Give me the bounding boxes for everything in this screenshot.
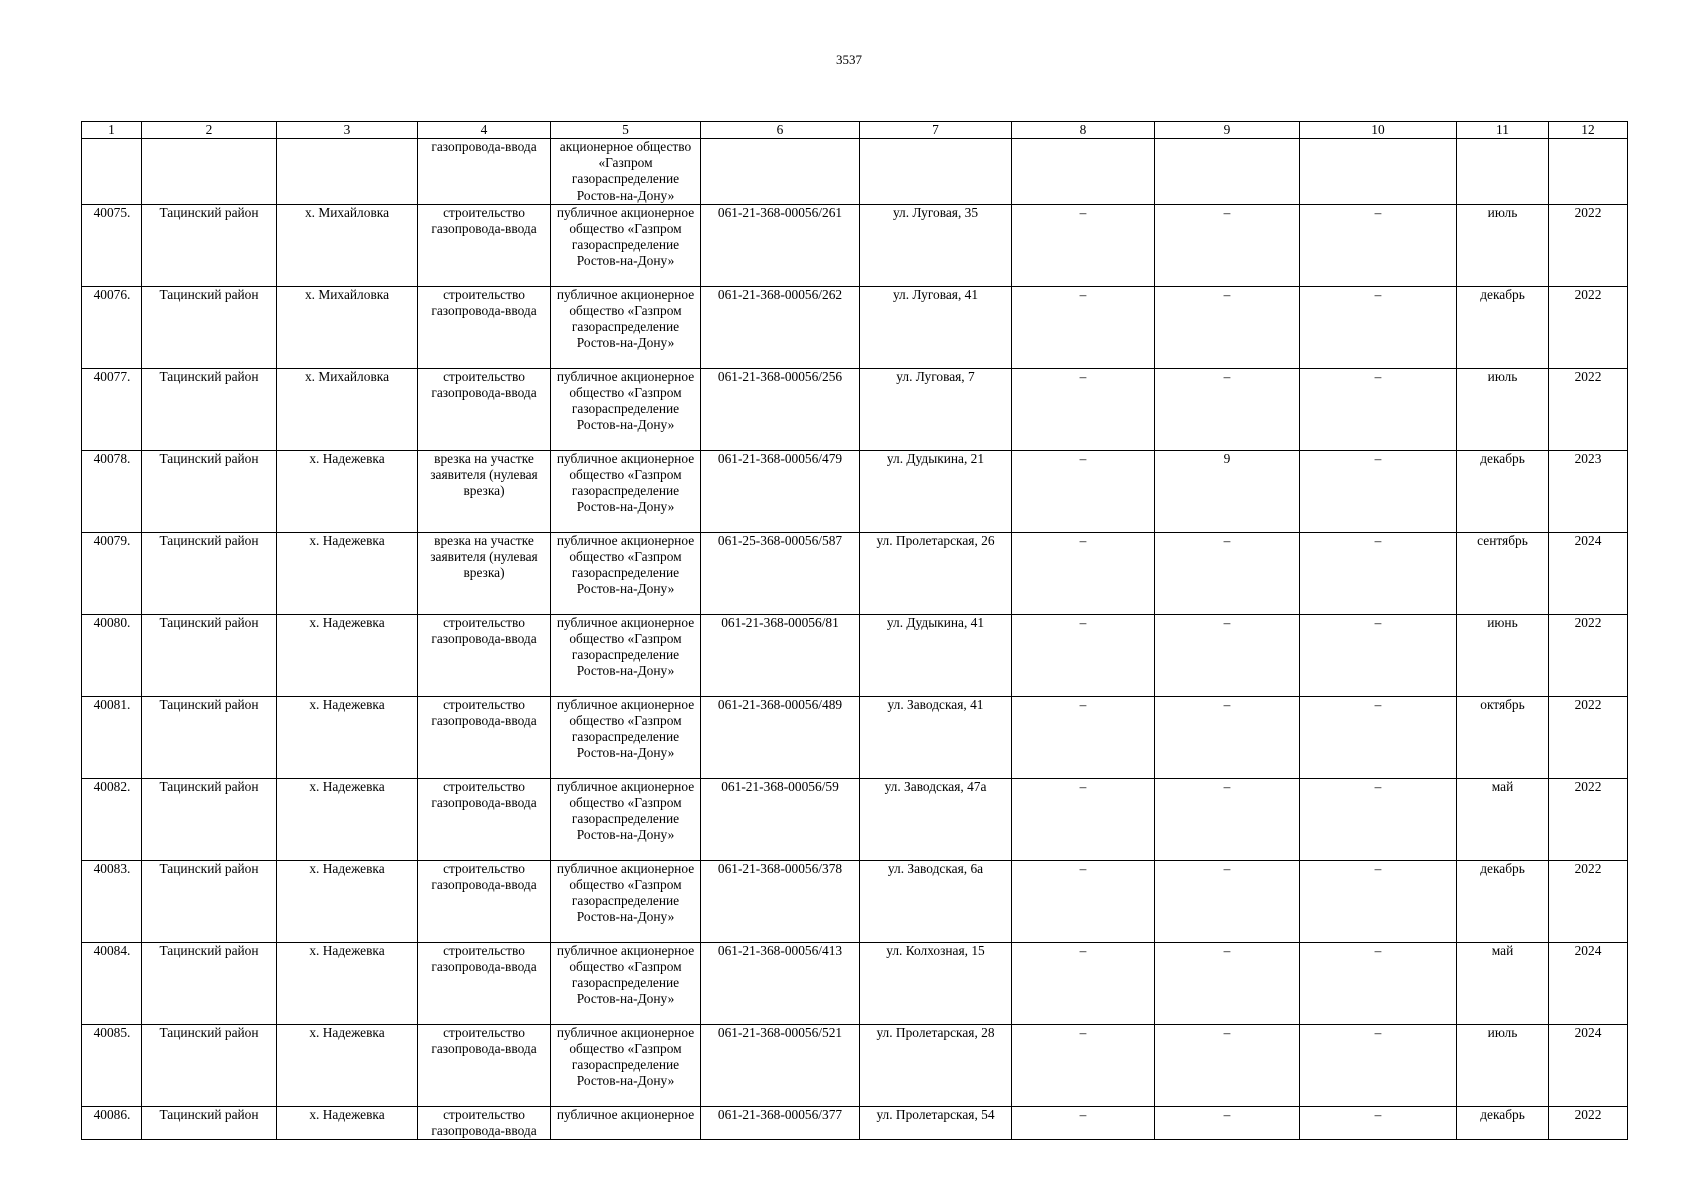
year-cell: 2022: [1549, 204, 1628, 286]
col-10-value-cell: –: [1300, 942, 1457, 1024]
operator-cell: публичное акционерное общество «Газпром газораспределение Ростов-на-Дону»: [551, 450, 701, 532]
col-10-value-cell: –: [1300, 1106, 1457, 1139]
col-8-value-cell: –: [1012, 1106, 1155, 1139]
col-8-value-cell: –: [1012, 450, 1155, 532]
work-type-cell: врезка на участке заявителя (нулевая врезка): [418, 450, 551, 532]
col-10-value-cell: –: [1300, 1024, 1457, 1106]
page-number: 3537: [836, 52, 862, 67]
table-row: [82, 614, 1628, 696]
operator-cell: публичное акционерное общество «Газпром газораспределение Ростов-на-Дону»: [551, 1024, 701, 1106]
column-header: 3: [277, 122, 418, 139]
settlement-cell: х. Надежевка: [277, 614, 418, 696]
request-number-cell: [701, 139, 860, 205]
settlement-cell: [277, 139, 418, 205]
year-cell: 2022: [1549, 696, 1628, 778]
year-cell: 2024: [1549, 532, 1628, 614]
register-table: [81, 121, 1628, 1140]
request-number-cell: 061-21-368-00056/59: [701, 778, 860, 860]
column-header: 5: [551, 122, 701, 139]
settlement-cell: х. Михайловка: [277, 204, 418, 286]
work-type-cell: строительство газопровода-ввода: [418, 860, 551, 942]
col-9-value-cell: –: [1155, 204, 1300, 286]
work-type-cell: строительство газопровода-ввода: [418, 368, 551, 450]
request-number-cell: 061-21-368-00056/81: [701, 614, 860, 696]
settlement-cell: х. Надежевка: [277, 696, 418, 778]
table-body: [82, 139, 1628, 1140]
col-10-value-cell: –: [1300, 778, 1457, 860]
district-cell: Тацинский район: [142, 942, 277, 1024]
table-row: [82, 778, 1628, 860]
col-8-value-cell: –: [1012, 614, 1155, 696]
address-cell: ул. Луговая, 7: [860, 368, 1012, 450]
settlement-cell: х. Надежевка: [277, 450, 418, 532]
col-9-value-cell: [1155, 139, 1300, 205]
address-cell: ул. Пролетарская, 54: [860, 1106, 1012, 1139]
year-cell: 2024: [1549, 942, 1628, 1024]
row-number-cell: 40079.: [82, 532, 142, 614]
settlement-cell: х. Михайловка: [277, 286, 418, 368]
month-cell: июль: [1457, 204, 1549, 286]
col-10-value-cell: –: [1300, 204, 1457, 286]
address-cell: ул. Дудыкина, 41: [860, 614, 1012, 696]
col-9-value-cell: –: [1155, 532, 1300, 614]
operator-cell: публичное акционерное общество «Газпром газораспределение Ростов-на-Дону»: [551, 614, 701, 696]
district-cell: Тацинский район: [142, 1106, 277, 1139]
column-header: 1: [82, 122, 142, 139]
work-type-cell: строительство газопровода-ввода: [418, 778, 551, 860]
table-row: [82, 286, 1628, 368]
year-cell: [1549, 139, 1628, 205]
year-cell: 2022: [1549, 368, 1628, 450]
col-9-value-cell: 9: [1155, 450, 1300, 532]
table-row: [82, 368, 1628, 450]
month-cell: декабрь: [1457, 450, 1549, 532]
district-cell: Тацинский район: [142, 1024, 277, 1106]
column-header: 8: [1012, 122, 1155, 139]
district-cell: Тацинский район: [142, 778, 277, 860]
district-cell: Тацинский район: [142, 204, 277, 286]
address-cell: ул. Пролетарская, 28: [860, 1024, 1012, 1106]
address-cell: ул. Луговая, 35: [860, 204, 1012, 286]
table-row: [82, 1024, 1628, 1106]
address-cell: ул. Колхозная, 15: [860, 942, 1012, 1024]
col-10-value-cell: [1300, 139, 1457, 205]
year-cell: 2022: [1549, 778, 1628, 860]
work-type-cell: строительство газопровода-ввода: [418, 1024, 551, 1106]
work-type-cell: строительство газопровода-ввода: [418, 942, 551, 1024]
request-number-cell: 061-21-368-00056/489: [701, 696, 860, 778]
operator-cell: публичное акционерное общество «Газпром газораспределение Ростов-на-Дону»: [551, 532, 701, 614]
column-header: 6: [701, 122, 860, 139]
work-type-cell: врезка на участке заявителя (нулевая врезка): [418, 532, 551, 614]
address-cell: ул. Заводская, 47а: [860, 778, 1012, 860]
table-row: [82, 696, 1628, 778]
col-8-value-cell: –: [1012, 1024, 1155, 1106]
col-9-value-cell: –: [1155, 942, 1300, 1024]
month-cell: май: [1457, 942, 1549, 1024]
col-8-value-cell: –: [1012, 778, 1155, 860]
district-cell: Тацинский район: [142, 368, 277, 450]
month-cell: декабрь: [1457, 1106, 1549, 1139]
request-number-cell: 061-21-368-00056/479: [701, 450, 860, 532]
district-cell: Тацинский район: [142, 860, 277, 942]
table-row: [82, 860, 1628, 942]
table-row: [82, 532, 1628, 614]
col-8-value-cell: –: [1012, 532, 1155, 614]
settlement-cell: х. Надежевка: [277, 942, 418, 1024]
month-cell: декабрь: [1457, 286, 1549, 368]
column-header: 7: [860, 122, 1012, 139]
row-number-cell: 40078.: [82, 450, 142, 532]
col-9-value-cell: –: [1155, 696, 1300, 778]
address-cell: ул. Заводская, 6а: [860, 860, 1012, 942]
work-type-cell: газопровода-ввода: [418, 139, 551, 205]
operator-cell: публичное акционерное общество «Газпром газораспределение Ростов-на-Дону»: [551, 368, 701, 450]
col-10-value-cell: –: [1300, 532, 1457, 614]
operator-cell: публичное акционерное общество «Газпром газораспределение Ростов-на-Дону»: [551, 860, 701, 942]
col-8-value-cell: –: [1012, 204, 1155, 286]
row-number-cell: 40081.: [82, 696, 142, 778]
month-cell: [1457, 139, 1549, 205]
district-cell: Тацинский район: [142, 532, 277, 614]
district-cell: Тацинский район: [142, 614, 277, 696]
row-number-cell: 40085.: [82, 1024, 142, 1106]
column-header: 4: [418, 122, 551, 139]
operator-cell: публичное акционерное общество «Газпром газораспределение Ростов-на-Дону»: [551, 204, 701, 286]
col-10-value-cell: –: [1300, 286, 1457, 368]
address-cell: [860, 139, 1012, 205]
address-cell: ул. Пролетарская, 26: [860, 532, 1012, 614]
request-number-cell: 061-21-368-00056/256: [701, 368, 860, 450]
row-number-cell: 40083.: [82, 860, 142, 942]
operator-cell: публичное акционерное общество «Газпром газораспределение Ростов-на-Дону»: [551, 778, 701, 860]
col-8-value-cell: –: [1012, 286, 1155, 368]
year-cell: 2022: [1549, 286, 1628, 368]
district-cell: Тацинский район: [142, 696, 277, 778]
col-9-value-cell: –: [1155, 1024, 1300, 1106]
month-cell: октябрь: [1457, 696, 1549, 778]
column-header: 10: [1300, 122, 1457, 139]
address-cell: ул. Луговая, 41: [860, 286, 1012, 368]
work-type-cell: строительство газопровода-ввода: [418, 1106, 551, 1139]
row-number-cell: [82, 139, 142, 205]
row-number-cell: 40077.: [82, 368, 142, 450]
year-cell: 2024: [1549, 1024, 1628, 1106]
month-cell: июль: [1457, 368, 1549, 450]
request-number-cell: 061-21-368-00056/262: [701, 286, 860, 368]
operator-cell: публичное акционерное общество «Газпром газораспределение Ростов-на-Дону»: [551, 286, 701, 368]
table-row: [82, 204, 1628, 286]
col-10-value-cell: –: [1300, 696, 1457, 778]
year-cell: 2022: [1549, 614, 1628, 696]
col-8-value-cell: –: [1012, 696, 1155, 778]
col-9-value-cell: –: [1155, 778, 1300, 860]
request-number-cell: 061-21-368-00056/377: [701, 1106, 860, 1139]
col-10-value-cell: –: [1300, 860, 1457, 942]
col-8-value-cell: –: [1012, 860, 1155, 942]
column-header: 11: [1457, 122, 1549, 139]
col-10-value-cell: –: [1300, 450, 1457, 532]
row-number-cell: 40082.: [82, 778, 142, 860]
col-8-value-cell: –: [1012, 368, 1155, 450]
column-header: 2: [142, 122, 277, 139]
table-row: [82, 942, 1628, 1024]
work-type-cell: строительство газопровода-ввода: [418, 614, 551, 696]
work-type-cell: строительство газопровода-ввода: [418, 696, 551, 778]
col-9-value-cell: –: [1155, 286, 1300, 368]
table-row: [82, 139, 1628, 205]
col-9-value-cell: –: [1155, 368, 1300, 450]
col-9-value-cell: –: [1155, 614, 1300, 696]
month-cell: сентябрь: [1457, 532, 1549, 614]
operator-cell: акционерное общество «Газпром газораспределение Ростов-на-Дону»: [551, 139, 701, 205]
col-8-value-cell: –: [1012, 942, 1155, 1024]
settlement-cell: х. Надежевка: [277, 860, 418, 942]
column-number-header: [82, 122, 1628, 139]
district-cell: [142, 139, 277, 205]
request-number-cell: 061-21-368-00056/261: [701, 204, 860, 286]
settlement-cell: х. Надежевка: [277, 1024, 418, 1106]
col-9-value-cell: –: [1155, 1106, 1300, 1139]
row-number-cell: 40080.: [82, 614, 142, 696]
year-cell: 2022: [1549, 860, 1628, 942]
col-10-value-cell: –: [1300, 368, 1457, 450]
table-row: [82, 1106, 1628, 1139]
request-number-cell: 061-21-368-00056/413: [701, 942, 860, 1024]
settlement-cell: х. Надежевка: [277, 532, 418, 614]
work-type-cell: строительство газопровода-ввода: [418, 204, 551, 286]
year-cell: 2022: [1549, 1106, 1628, 1139]
settlement-cell: х. Михайловка: [277, 368, 418, 450]
request-number-cell: 061-21-368-00056/521: [701, 1024, 860, 1106]
address-cell: ул. Заводская, 41: [860, 696, 1012, 778]
request-number-cell: 061-21-368-00056/378: [701, 860, 860, 942]
operator-cell: публичное акционерное: [551, 1106, 701, 1139]
settlement-cell: х. Надежевка: [277, 778, 418, 860]
district-cell: Тацинский район: [142, 450, 277, 532]
row-number-cell: 40076.: [82, 286, 142, 368]
column-header: 12: [1549, 122, 1628, 139]
month-cell: декабрь: [1457, 860, 1549, 942]
district-cell: Тацинский район: [142, 286, 277, 368]
settlement-cell: х. Надежевка: [277, 1106, 418, 1139]
address-cell: ул. Дудыкина, 21: [860, 450, 1012, 532]
row-number-cell: 40086.: [82, 1106, 142, 1139]
column-header: 9: [1155, 122, 1300, 139]
request-number-cell: 061-25-368-00056/587: [701, 532, 860, 614]
row-number-cell: 40075.: [82, 204, 142, 286]
month-cell: май: [1457, 778, 1549, 860]
operator-cell: публичное акционерное общество «Газпром газораспределение Ростов-на-Дону»: [551, 696, 701, 778]
month-cell: июнь: [1457, 614, 1549, 696]
col-8-value-cell: [1012, 139, 1155, 205]
work-type-cell: строительство газопровода-ввода: [418, 286, 551, 368]
col-10-value-cell: –: [1300, 614, 1457, 696]
row-number-cell: 40084.: [82, 942, 142, 1024]
year-cell: 2023: [1549, 450, 1628, 532]
table-row: [82, 450, 1628, 532]
month-cell: июль: [1457, 1024, 1549, 1106]
col-9-value-cell: –: [1155, 860, 1300, 942]
operator-cell: публичное акционерное общество «Газпром газораспределение Ростов-на-Дону»: [551, 942, 701, 1024]
